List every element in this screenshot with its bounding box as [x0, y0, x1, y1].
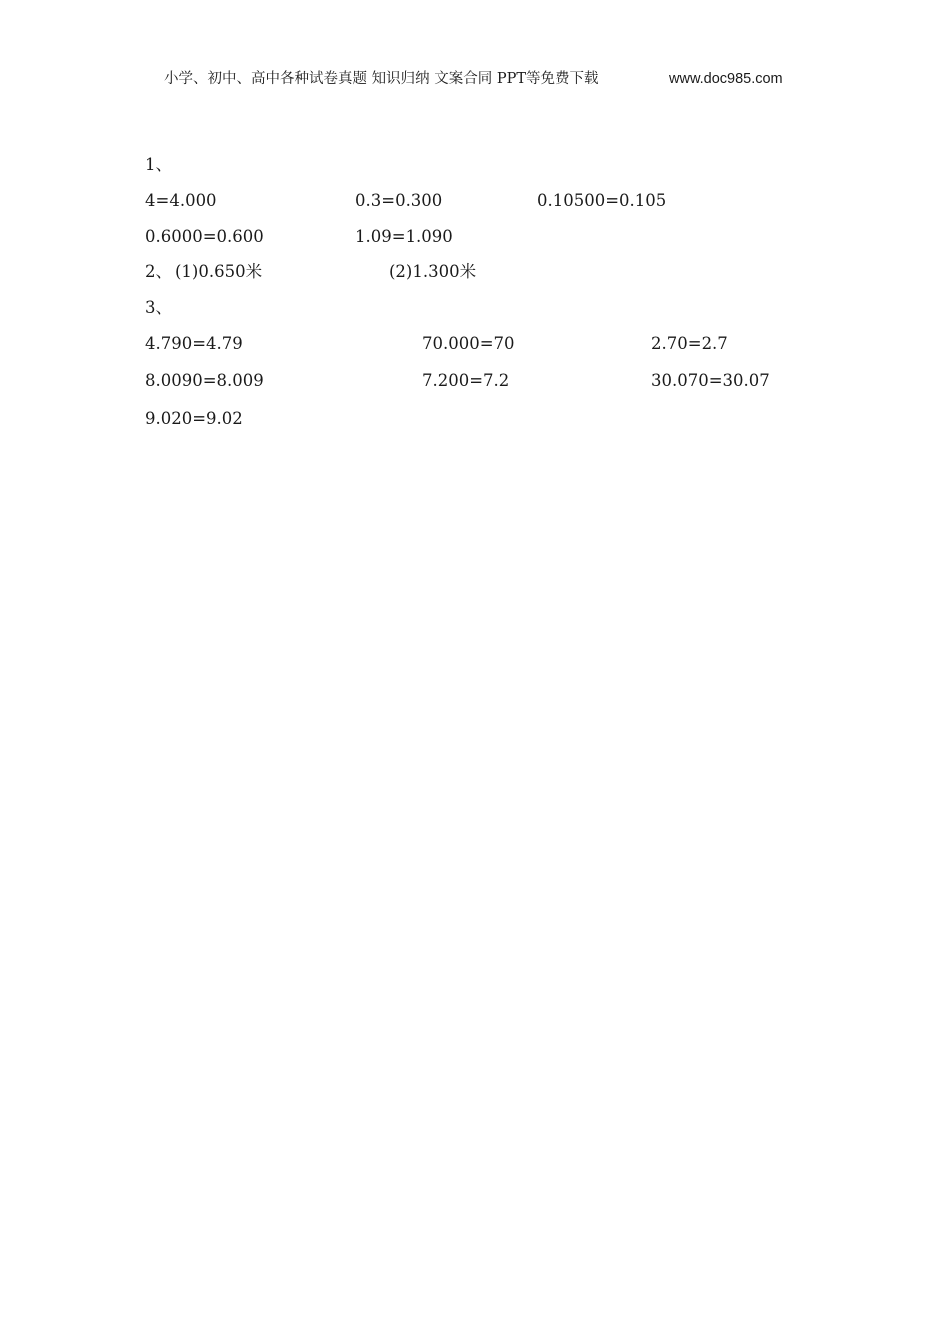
answer-item: 9.020=9.02	[145, 409, 243, 428]
answer-item: 7.200=7.2	[422, 371, 510, 390]
answer-item: 70.000=70	[422, 334, 515, 353]
answer-item: 0.10500=0.105	[537, 191, 667, 210]
header-text: 小学、初中、高中各种试卷真题 知识归纳 文案合同 PPT等免费下载	[164, 71, 599, 87]
header-url: www.doc985.com	[669, 71, 783, 87]
answer-item: 30.070=30.07	[651, 371, 770, 390]
answer-item: 4.790=4.79	[145, 334, 243, 353]
answer-item: 2.70=2.7	[651, 334, 728, 353]
answer-item: 8.0090=8.009	[145, 371, 264, 390]
answer-item: (2)1.300米	[389, 262, 477, 281]
answer-item: 4=4.000	[145, 191, 217, 210]
answer-item: 1.09=1.090	[355, 227, 453, 246]
answer-item: 0.6000=0.600	[145, 227, 264, 246]
answer-item: 0.3=0.300	[355, 191, 443, 210]
section-1-label: 1、	[145, 155, 172, 174]
answer-item: (1)0.650米	[175, 262, 263, 281]
section-2-label: 2、	[145, 262, 172, 281]
section-3-label: 3、	[145, 298, 172, 317]
